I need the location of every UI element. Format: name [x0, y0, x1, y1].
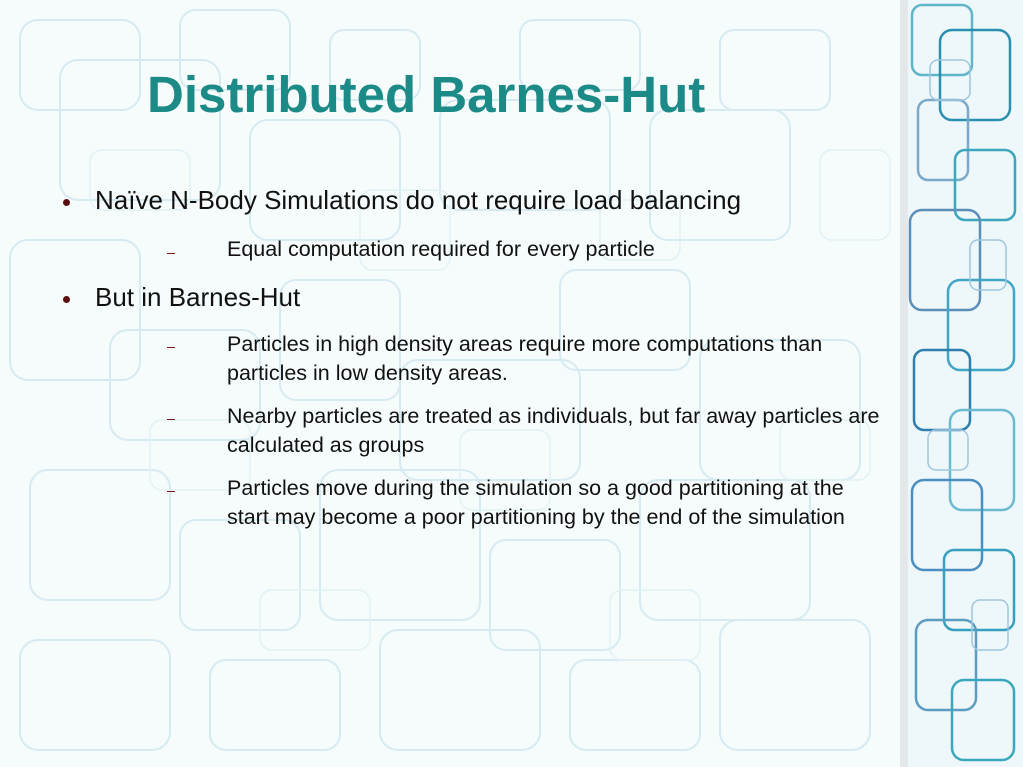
bullet-text: Naïve N-Body Simulations do not require load balancing: [95, 185, 742, 215]
slide-title: Distributed Barnes-Hut: [147, 66, 706, 123]
sub-bullet-text: Particles move during the simulation so a good partitioning at the start may become a poor partitioning by the end of the simulation: [227, 476, 845, 529]
dash-icon: [167, 419, 175, 420]
dash-icon: [167, 347, 175, 348]
decorative-border: [900, 0, 1023, 767]
bullet-dot-icon: [63, 296, 70, 303]
bullet-dot-icon: [63, 199, 70, 206]
sub-bullet-text: Nearby particles are treated as individuals, but far away particles are calculated as groups: [227, 404, 880, 457]
sub-bullet-text: Equal computation required for every particle: [227, 237, 655, 261]
dash-icon: [167, 491, 175, 492]
bullet-item: [63, 185, 742, 215]
dash-icon: [167, 253, 175, 254]
bullet-item: [63, 282, 301, 312]
bullet-text: But in Barnes-Hut: [95, 282, 301, 312]
sub-bullet-text: Particles in high density areas require more computations than particles in low density areas.: [227, 332, 823, 385]
